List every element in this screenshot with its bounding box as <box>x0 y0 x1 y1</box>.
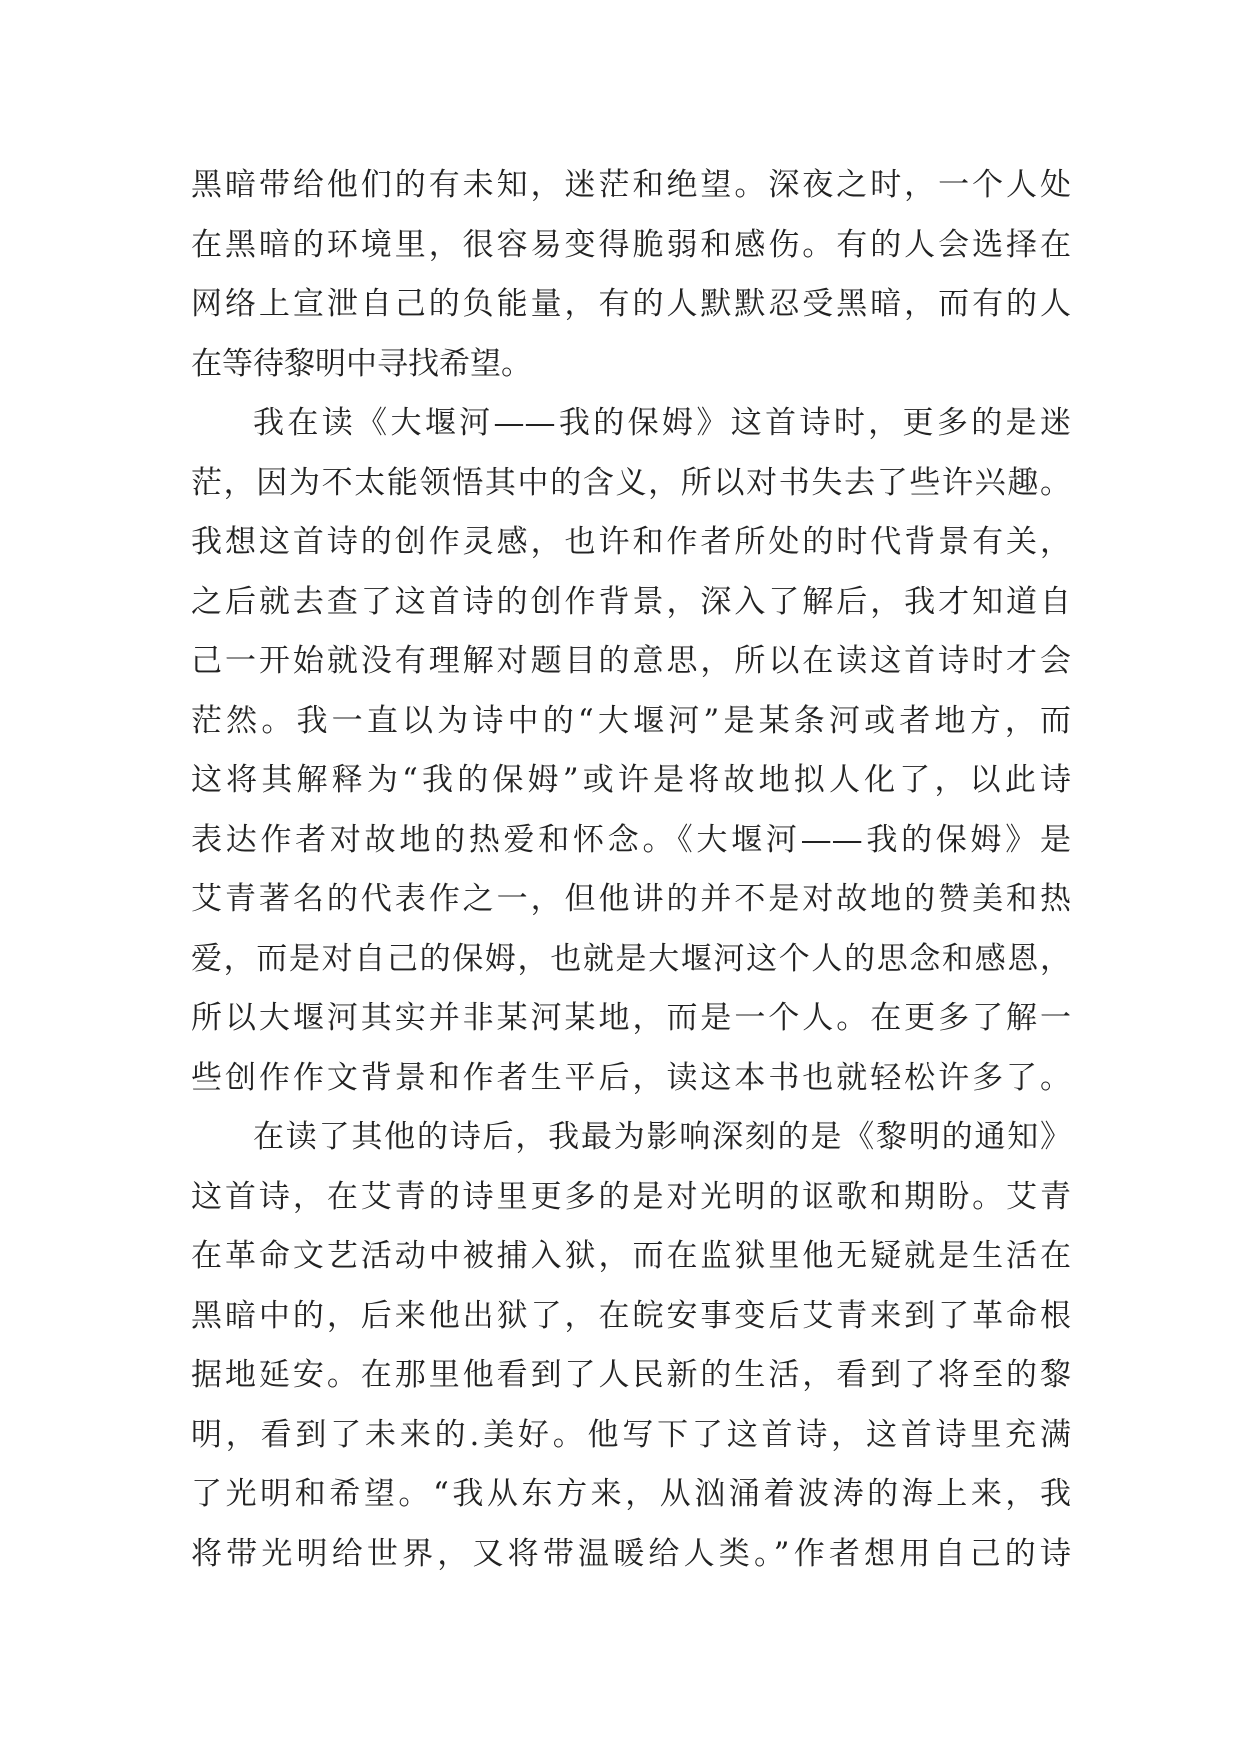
text-line: 在黑暗的环境里，很容易变得脆弱和感伤。有的人会选择在 <box>191 226 1071 263</box>
body-text <box>191 156 1071 1584</box>
text-line: 明，看到了未来的.美好。他写下了这首诗，这首诗里充满 <box>191 1416 1071 1453</box>
text-line: 我想这首诗的创作灵感，也许和作者所处的时代背景有关， <box>191 524 1071 560</box>
text-line: 据地延安。在那里他看到了人民新的生活，看到了将至的黎 <box>191 1357 1071 1393</box>
text-line: 这将其解释为“我的保姆”或许是将故地拟人化了，以此诗 <box>191 762 1071 798</box>
text-line: 在读了其他的诗后，我最为影响深刻的是《黎明的通知》 <box>253 1119 1071 1155</box>
text-line: 在等待黎明中寻找希望。 <box>191 345 532 382</box>
text-line: 网络上宣泄自己的负能量，有的人默默忍受黑暗，而有的人 <box>191 286 1071 322</box>
text-line: 我在读《大堰河——我的保姆》这首诗时，更多的是迷 <box>253 405 1071 441</box>
text-line: 爱，而是对自己的保姆，也就是大堰河这个人的思念和感恩， <box>191 940 1071 977</box>
text-line: 之后就去查了这首诗的创作背景，深入了解后，我才知道自 <box>191 583 1071 620</box>
text-line: 这首诗，在艾青的诗里更多的是对光明的讴歌和期盼。艾青 <box>191 1178 1071 1215</box>
text-line: 所以大堰河其实并非某河某地，而是一个人。在更多了解一 <box>191 1000 1071 1036</box>
text-line: 了光明和希望。“我从东方来，从汹涌着波涛的海上来，我 <box>191 1476 1071 1512</box>
text-line: 表达作者对故地的热爱和怀念。《大堰河——我的保姆》是 <box>191 821 1071 858</box>
text-line: 艾青著名的代表作之一，但他讲的并不是对故地的赞美和热 <box>191 881 1071 917</box>
text-line: 黑暗带给他们的有未知，迷茫和绝望。深夜之时，一个人处 <box>191 167 1071 203</box>
text-line: 己一开始就没有理解对题目的意思，所以在读这首诗时才会 <box>191 643 1071 679</box>
text-line: 茫然。我一直以为诗中的“大堰河”是某条河或者地方，而 <box>191 702 1071 739</box>
text-line: 些创作作文背景和作者生平后，读这本书也就轻松许多了。 <box>191 1059 1071 1096</box>
text-line: 黑暗中的，后来他出狱了，在皖安事变后艾青来到了革命根 <box>191 1297 1071 1334</box>
text-line: 将带光明给世界，又将带温暖给人类。”作者想用自己的诗 <box>191 1535 1071 1572</box>
text-line: 在革命文艺活动中被捕入狱，而在监狱里他无疑就是生活在 <box>191 1238 1071 1274</box>
text-line: 茫，因为不太能领悟其中的含义，所以对书失去了些许兴趣。 <box>191 464 1071 501</box>
